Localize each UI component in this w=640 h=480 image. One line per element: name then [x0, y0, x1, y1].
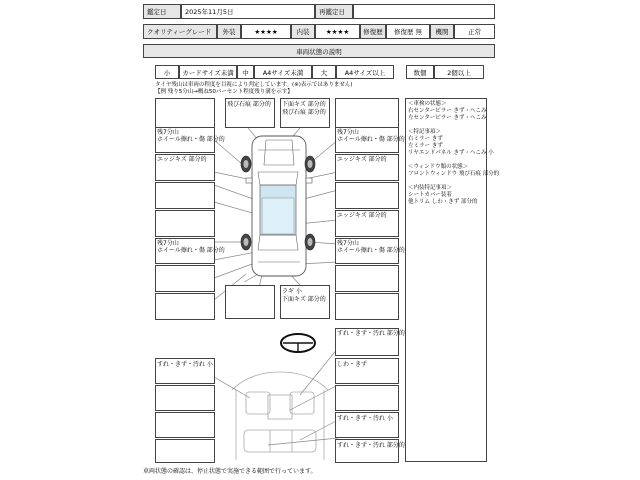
repair-history-value: 修復歴 無 [386, 24, 430, 39]
diagram-box [335, 385, 399, 411]
left-upper-note-1: 残7分山 [157, 129, 179, 136]
repair-history-label: 修復歴 [360, 24, 386, 39]
interior-left-note: すれ・きず・汚れ 小 [157, 361, 213, 368]
engine-value: 正常 [454, 24, 495, 39]
interior-label: 内装 [291, 24, 315, 39]
right-lower-note-2: ホイール擦れ・傷 部分的 [337, 247, 405, 254]
interior-right-mid-note: しわ・きず [337, 361, 368, 368]
interior-right-top-note: すれ・きず・汚れ 部分的 [337, 330, 405, 337]
section-title: 車両状態の説明 [143, 44, 495, 58]
engine-label: 機関 [430, 24, 454, 39]
left-lower-note-2: ホイール擦れ・傷 部分的 [157, 247, 225, 254]
front-center-note-2: 飛び石痕 部分的 [282, 109, 326, 116]
left-lower-note-1: 残7分山 [157, 240, 179, 247]
front-center-note-1: 下面キズ 部分的 [282, 101, 326, 108]
diagram-box [335, 182, 399, 209]
diagram-box [155, 265, 215, 292]
count-label: 数個 [406, 65, 434, 79]
right-upper-note-2: ホイール擦れ・傷 部分的 [337, 136, 405, 143]
interior-right-bottom-note-2: すれ・きず・汚れ 部分的 [337, 442, 405, 449]
tire-note-1: タイヤ残山は車両の程度を目視により判定しています。(※)表示ではありません) [155, 82, 353, 88]
notes-box [405, 98, 500, 462]
diagram-box [155, 439, 215, 463]
diagram-box [155, 182, 215, 209]
size-large-label: 大 [312, 65, 336, 79]
tire-note-2: 【例 残り5分山→概ね50パーセント程度残り溝を示す】 [155, 89, 293, 95]
size-medium-label: 中 [237, 65, 254, 79]
rear-center-note-1: ラギ 小 [282, 288, 302, 295]
exterior-label: 外装 [217, 24, 241, 39]
size-small-desc: カードサイズ未満 [179, 65, 237, 79]
diagram-box [155, 210, 215, 237]
reinspection-date-label: 再鑑定日 [315, 4, 353, 19]
left-upper-note-2: ホイール擦れ・傷 部分的 [157, 136, 225, 143]
notes-text: ＜車検の状態＞ 右センターピラー きず・へこみ 左センターピラー きず・へこみ ＜特記事項＞ 右ミラー きず 左ミラー きず リヤエンドパネル きず・へこみ 小 ＜ウィンドウ類の状態＞ フロントウィンドウ 飛び石痕 部分的 ＜内装特記事項＞ シートカバー装着 他トリム しわ・きず 部分的 [408, 101, 500, 205]
left-edge-note: エッジキズ 部分的 [157, 156, 207, 163]
quality-grade-label: クオリティーグレード [143, 24, 217, 39]
size-small-label: 小 [155, 65, 179, 79]
diagram-box [155, 293, 215, 320]
right-upper-note-1: 残7分山 [337, 129, 359, 136]
interior-right-bottom-note-1: すれ・きず・汚れ 小 [337, 415, 393, 422]
size-medium-desc: A4サイズ未満 [254, 65, 312, 79]
right-edge-note-2: エッジキズ 部分的 [337, 212, 387, 219]
exterior-stars: ★★★★ [241, 24, 291, 39]
size-large-desc: A4サイズ以上 [336, 65, 394, 79]
right-lower-note-1: 残7分山 [337, 240, 359, 247]
right-edge-note-1: エッジキズ 部分的 [337, 156, 387, 163]
rear-center-note-2: 下面キズ 部分的 [282, 296, 326, 303]
diagram-box [225, 285, 275, 319]
inspection-date-label: 鑑定日 [143, 4, 181, 19]
count-desc: 2個以上 [434, 65, 484, 79]
diagram-box [335, 265, 399, 292]
diagram-box [155, 412, 215, 438]
diagram-box [335, 293, 399, 320]
inspection-date-value: 2025年11月5日 [181, 4, 315, 19]
footer-note: 車両状態の確認は、停止状態で実施できる範囲で行っています。 [143, 468, 317, 475]
interior-stars: ★★★★ [315, 24, 360, 39]
diagram-box [155, 385, 215, 411]
diagram-box [155, 98, 215, 128]
front-left-note: 飛び石痕 部分的 [227, 101, 271, 108]
diagram-box [335, 98, 399, 128]
